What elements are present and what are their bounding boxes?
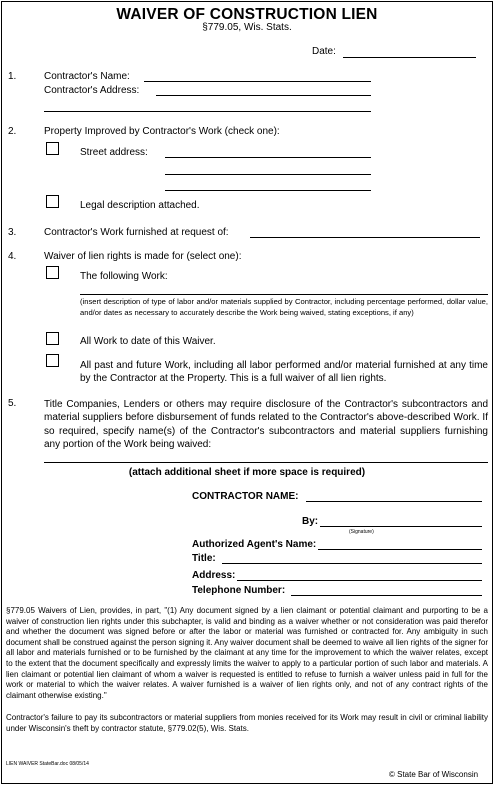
title-field[interactable] — [222, 563, 482, 564]
contractor-name-signature-field[interactable] — [306, 501, 482, 502]
street-address-checkbox[interactable] — [46, 142, 59, 155]
copyright: © State Bar of Wisconsin — [389, 770, 479, 779]
all-work-label: All Work to date of this Waiver. — [80, 336, 216, 347]
street-address-field-3[interactable] — [165, 190, 371, 191]
request-of-label: Contractor's Work furnished at request of: — [44, 227, 229, 238]
section-1-number: 1. — [8, 71, 17, 82]
following-work-field[interactable] — [80, 294, 488, 295]
telephone-label: Telephone Number: — [192, 585, 286, 596]
title-label: Title: — [192, 553, 216, 564]
contractor-address-label: Contractor's Address: — [44, 85, 140, 96]
agent-name-label: Authorized Agent's Name: — [192, 539, 317, 550]
form-subtitle: §779.05, Wis. Stats. — [202, 22, 292, 33]
date-field[interactable] — [343, 57, 476, 58]
signature-caption: (Signature) — [349, 529, 374, 535]
telephone-field[interactable] — [291, 595, 482, 596]
all-past-future-checkbox[interactable] — [46, 354, 59, 367]
following-work-checkbox[interactable] — [46, 266, 59, 279]
section-5-number: 5. — [8, 398, 17, 409]
date-label: Date: — [312, 46, 336, 57]
form-title: WAIVER OF CONSTRUCTION LIEN — [116, 6, 378, 23]
section-3-number: 3. — [8, 227, 17, 238]
request-of-field[interactable] — [250, 237, 480, 238]
statute-text: §779.05 Waivers of Lien, provides, in part, "(1) Any document signed by a lien claimant or potential claimant and purporting to be a waiver of construction lien rights under this subchapter, is valid and binding as a waiver whether or not consideration was paid therefor and whether the document was signed before or after the labor or material was furnished or contracted for. Any ambiguity in such document shall be construed against the person signing it. Any waiver document shall be deemed to waive all lien rights of the signer for all labor and materials furnished or to be furnished by the claimant at any time for the improvement to which the waiver relates, except to the extent that the document specifically and expressly limits the waiver to apply to a particular portion of such labor and materials. A lien claimant or potential lien claimant of whom a waiver is requested is entitled to refuse to furnish a waiver unless paid in full for the work or material to which the waiver relates. A waiver furnished is a waiver of lien rights only, and not of any contract rights of the claimant otherwise existing." — [6, 606, 488, 700]
contractor-address-field-2[interactable] — [44, 111, 371, 112]
contractor-name-signature-label: CONTRACTOR NAME: — [192, 491, 299, 502]
disclosure-text: Title Companies, Lenders or others may require disclosure of the Contractor's subcontractors and material suppliers before disbursement of funds related to the Contractor's above-described Work. If so required, specify name(s) of the Contractor's subcontractors and material suppliers furnishing any portion of the Work being waived: — [44, 399, 488, 451]
street-address-field-2[interactable] — [165, 174, 371, 175]
legal-description-checkbox[interactable] — [46, 195, 59, 208]
signature-field[interactable] — [320, 526, 482, 527]
contractor-address-field-1[interactable] — [156, 95, 371, 96]
subcontractors-field[interactable] — [44, 462, 488, 463]
document-id: LIEN WAIVER StateBar.doc 08/05/14 — [6, 761, 89, 767]
address-field[interactable] — [237, 580, 482, 581]
section-4-number: 4. — [8, 251, 17, 262]
by-label: By: — [302, 516, 319, 527]
street-address-field-1[interactable] — [165, 157, 371, 158]
contractor-name-field[interactable] — [144, 81, 371, 82]
all-work-checkbox[interactable] — [46, 332, 59, 345]
address-label: Address: — [192, 570, 236, 581]
contractor-name-label: Contractor's Name: — [44, 71, 130, 82]
section-2-number: 2. — [8, 126, 17, 137]
agent-name-field[interactable] — [318, 549, 482, 550]
all-past-future-label: All past and future Work, including all labor performed and/or material furnished at any time by the Contractor at the Property. This is a full waiver of all lien rights. — [80, 360, 488, 385]
attach-note: (attach additional sheet if more space is required) — [128, 467, 366, 478]
following-work-instruction: (insert description of type of labor and/or materials supplied by Contractor, including percentage performed, dollar value, and/or dates as necessary to accurately describe the Work being waived, stating exceptions, if any) — [80, 297, 488, 317]
legal-description-label: Legal description attached. — [80, 200, 200, 211]
following-work-label: The following Work: — [80, 271, 168, 282]
liability-text: Contractor's failure to pay its subcontractors or material suppliers from monies received for its Work may result in civil or criminal liability under Wisconsin's theft by contractor statute, §779.02(5), Wis. Stats. — [6, 713, 488, 733]
property-heading: Property Improved by Contractor's Work (check one): — [44, 126, 280, 137]
street-address-label: Street address: — [80, 147, 148, 158]
waiver-heading: Waiver of lien rights is made for (select one): — [44, 251, 242, 262]
